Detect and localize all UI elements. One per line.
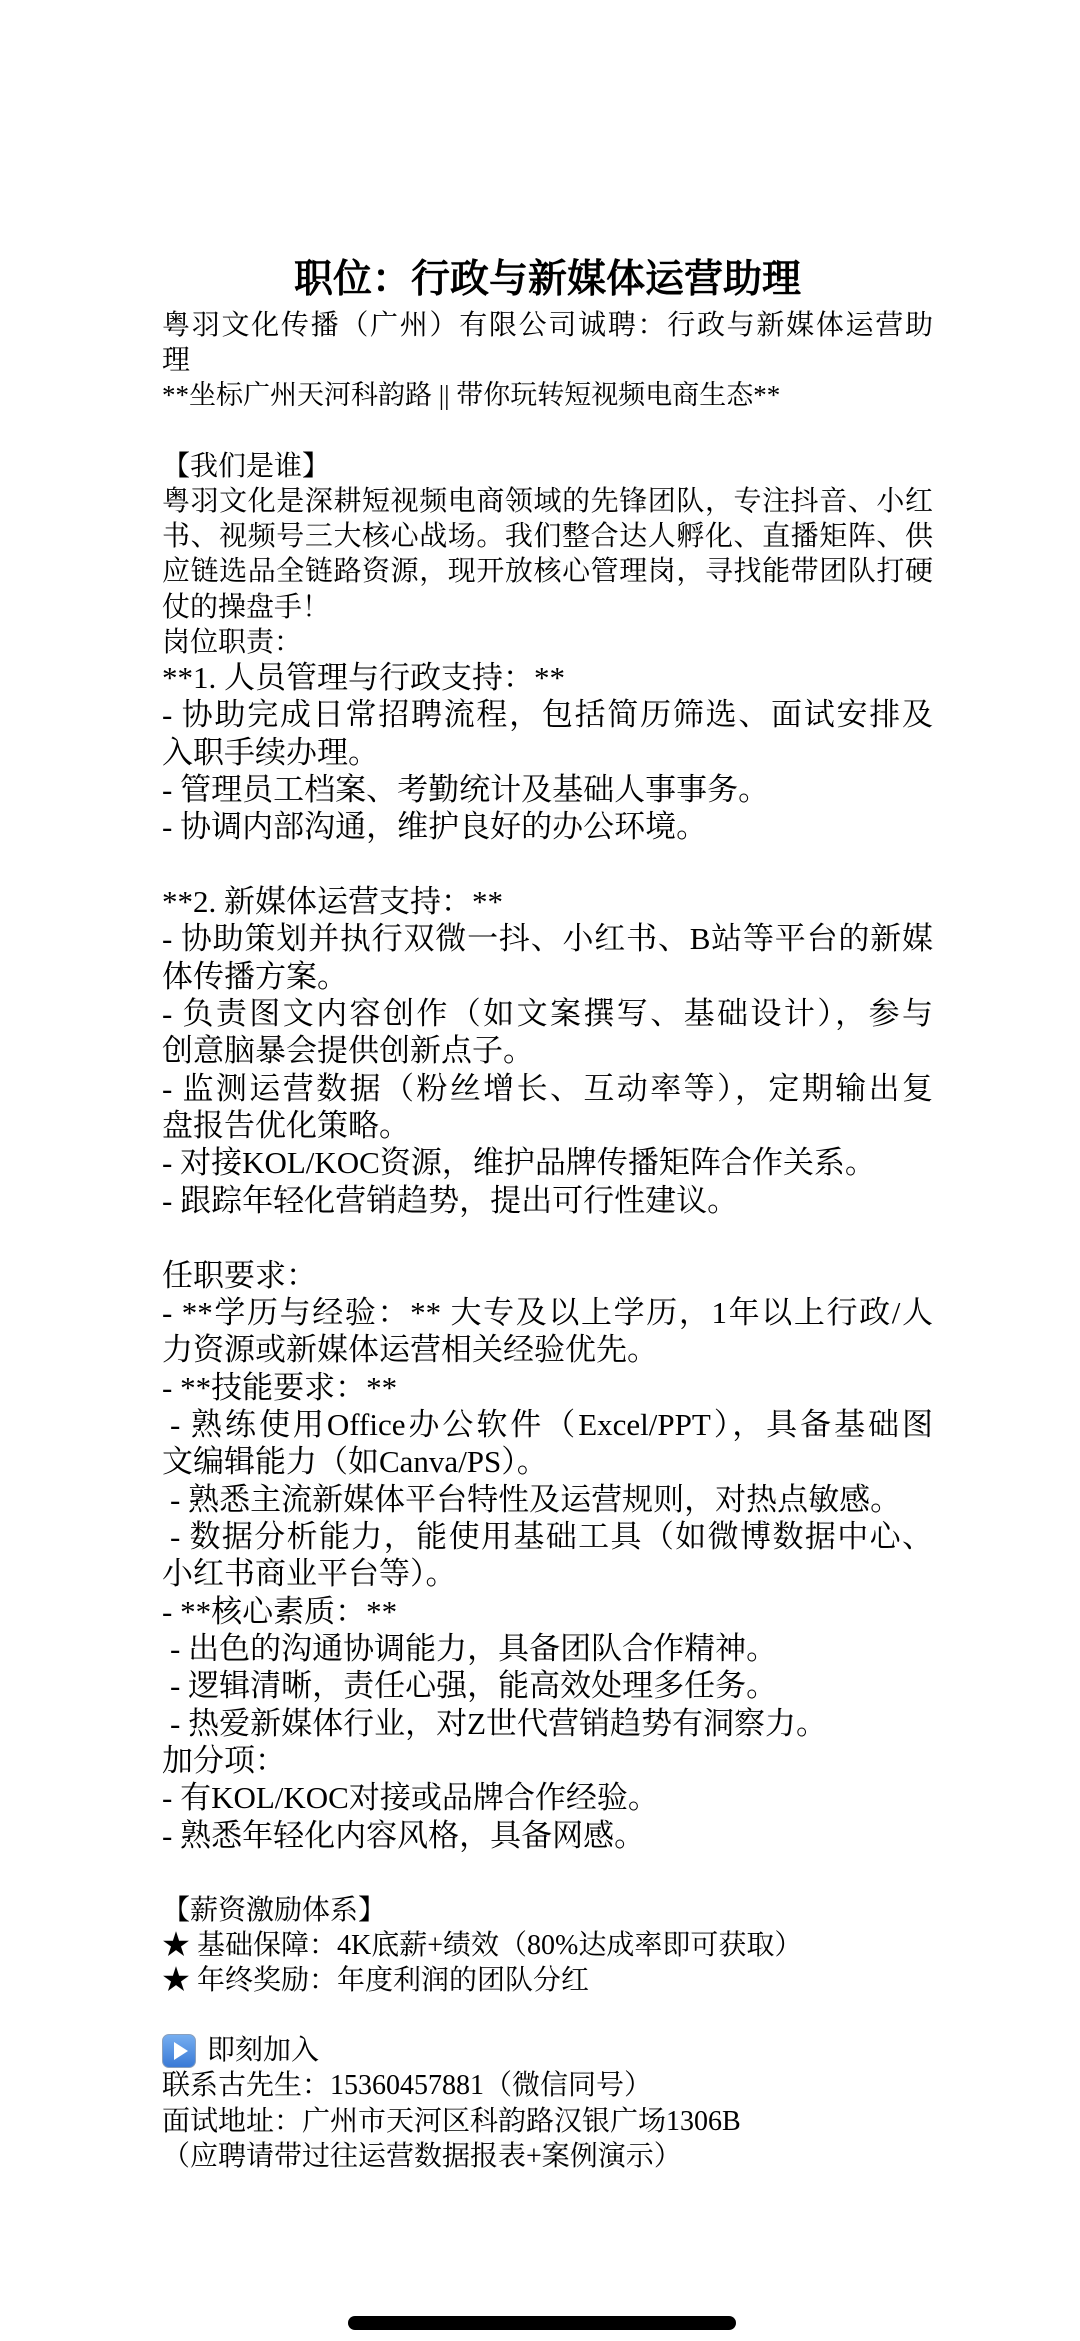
requirement-line: - 出色的沟通协调能力，具备团队合作精神。: [170, 1630, 778, 1666]
note-line: （应聘请带过往运营数据报表+案例演示）: [162, 2140, 682, 2172]
requirement-line: - 逻辑清晰，责任心强，能高效处理多任务。: [170, 1668, 778, 1704]
tagline: **坐标广州天河科韵路 || 带你玩转短视频电商生态**: [162, 380, 781, 411]
join-label: 即刻加入: [207, 2035, 320, 2067]
join-row: [162, 2033, 933, 2068]
duty-group-heading: **1. 人员管理与行政支持：**: [162, 660, 565, 695]
about-line: 粤羽文化是深耕短视频电商领域的先锋团队，专注抖音、小红: [162, 485, 933, 517]
duties-heading: 岗位职责：: [162, 626, 303, 658]
duty-line: - 管理员工档案、考勤统计及基础人事事务。: [162, 772, 770, 808]
requirement-line: - **核心素质：**: [162, 1593, 398, 1629]
play-button-icon: [162, 2034, 196, 2068]
page-title: 职位：行政与新媒体运营助理: [293, 258, 801, 301]
duty-line: 入职手续办理。: [162, 734, 379, 770]
duty-line: 体传播方案。: [162, 958, 348, 994]
bonus-heading: 加分项：: [162, 1742, 286, 1778]
bonus-line: - 熟悉年轻化内容风格，具备网感。: [162, 1817, 646, 1853]
duty-line: - 监测运营数据（粉丝增长、互动率等），定期输出复: [162, 1070, 933, 1106]
spacer: [162, 414, 933, 449]
contact-line: 联系古先生：15360457881（微信同号）: [162, 2070, 653, 2102]
spacer: [162, 1219, 933, 1256]
duty-line: - 跟踪年轻化营销趋势，提出可行性建议。: [162, 1182, 739, 1218]
duty-group-heading: **2. 新媒体运营支持：**: [162, 884, 503, 920]
about-line: 仗的操盘手！: [162, 591, 331, 623]
requirement-line: - **学历与经验：** 大专及以上学历，1年以上行政/人: [162, 1294, 933, 1330]
salary-line: ★ 基础保障：4K底薪+绩效（80%达成率即可获取）: [162, 1930, 803, 1962]
requirements-heading: 任职要求：: [162, 1257, 317, 1293]
requirement-line: 力资源或新媒体运营相关经验优先。: [162, 1332, 658, 1368]
about-heading: 【我们是谁】: [162, 450, 331, 482]
duties-requirements-section: [162, 659, 933, 1854]
spacer: [162, 846, 933, 883]
requirement-line: - 热爱新媒体行业，对Z世代营销趋势有洞察力。: [170, 1705, 828, 1741]
duty-line: 创意脑暴会提供创新点子。: [162, 1033, 534, 1069]
salary-contact-section: [162, 1893, 933, 2174]
intro-line: 理: [162, 345, 191, 377]
salary-heading: 【薪资激励体系】: [162, 1895, 387, 1926]
requirement-line: - **技能要求：**: [162, 1369, 398, 1405]
intro-section: [162, 308, 933, 660]
about-line: 书、视频号三大核心战场。我们整合达人孵化、直播矩阵、供: [162, 521, 933, 553]
home-indicator[interactable]: [348, 2316, 736, 2330]
requirement-line: 文编辑能力（如Canva/PS）。: [162, 1444, 548, 1480]
about-line: 应链选品全链路资源，现开放核心管理岗，寻找能带团队打硬: [162, 556, 933, 588]
requirement-line: 小红书商业平台等）。: [162, 1556, 457, 1592]
address-line: 面试地址：广州市天河区科韵路汉银广场1306B: [162, 2105, 741, 2137]
duty-line: - 协助完成日常招聘流程，包括简历筛选、面试安排及: [162, 697, 933, 733]
salary-line: ★ 年终奖励：年度利润的团队分红: [162, 1965, 590, 1997]
duty-line: - 协助策划并执行双微一抖、小红书、B站等平台的新媒: [162, 921, 933, 957]
duty-line: 盘报告优化策略。: [162, 1108, 410, 1144]
duty-line: - 协调内部沟通，维护良好的办公环境。: [162, 809, 708, 845]
bonus-line: - 有KOL/KOC对接或品牌合作经验。: [162, 1780, 659, 1816]
requirement-line: - 数据分析能力，能使用基础工具（如微博数据中心、: [170, 1518, 933, 1554]
requirement-line: - 熟悉主流新媒体平台特性及运营规则，对热点敏感。: [170, 1481, 902, 1517]
spacer: [162, 1998, 933, 2033]
intro-line: 粤羽文化传播（广州）有限公司诚聘：行政与新媒体运营助: [162, 310, 933, 341]
duty-line: - 负责图文内容创作（如文案撰写、基础设计），参与: [162, 996, 933, 1032]
duty-line: - 对接KOL/KOC资源，维护品牌传播矩阵合作关系。: [162, 1145, 876, 1181]
requirement-line: - 熟练使用Office办公软件（Excel/PPT），具备基础图: [170, 1406, 933, 1442]
